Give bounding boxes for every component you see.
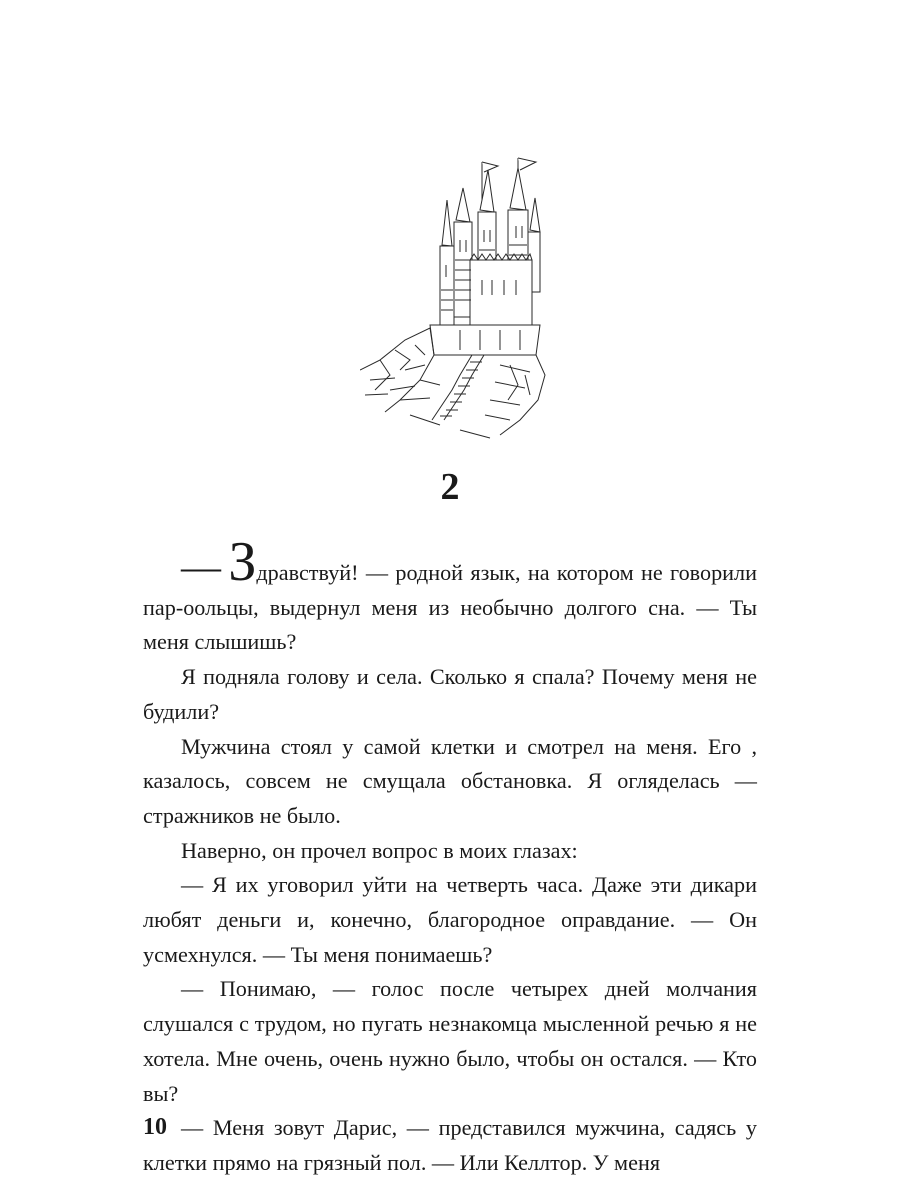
chapter-text: [143, 531, 757, 1181]
chapter-number: 2: [440, 466, 460, 508]
paragraph-5: — Я их уговорил уйти на четверть часа. Даже эти дикари любят деньги и, конечно, благородное оправдание. — Он усмехнулся. — Ты меня понимаешь?: [143, 872, 757, 967]
castle-on-cliff-illustration: [360, 150, 550, 445]
paragraph-1-text: дравствуй! — родной язык, на котором не говорили пар-оольцы, выдернул меня из необычно долгого сна. — Ты меня слышишь?: [143, 560, 757, 655]
paragraph-3: Мужчина стоял у самой клетки и смотрел на меня. Его , казалось, совсем не смущала обстановка. Я огляделась — стражников не было.: [143, 733, 757, 828]
paragraph-4: Наверно, он прочел вопрос в моих глазах:: [181, 837, 578, 863]
paragraph-6: — Понимаю, — голос после четырех дней молчания слушался с трудом, но пугать незнакомца мысленной речью я не хотела. Мне очень, очень нужно было, чтобы он остался. — Кто вы?: [143, 976, 757, 1106]
paragraph-2: Я подняла голову и села. Сколько я спала? Почему меня не будили?: [143, 664, 757, 724]
paragraph-7: — Меня зовут Дарис, — представился мужчина, садясь у клетки прямо на грязный пол. — Или Келлтор. У меня: [143, 1115, 757, 1175]
paragraph-1: [143, 531, 757, 660]
page-number: 10: [143, 1114, 167, 1140]
drop-cap-initial: З: [228, 531, 257, 593]
opening-dash: —: [181, 544, 221, 589]
